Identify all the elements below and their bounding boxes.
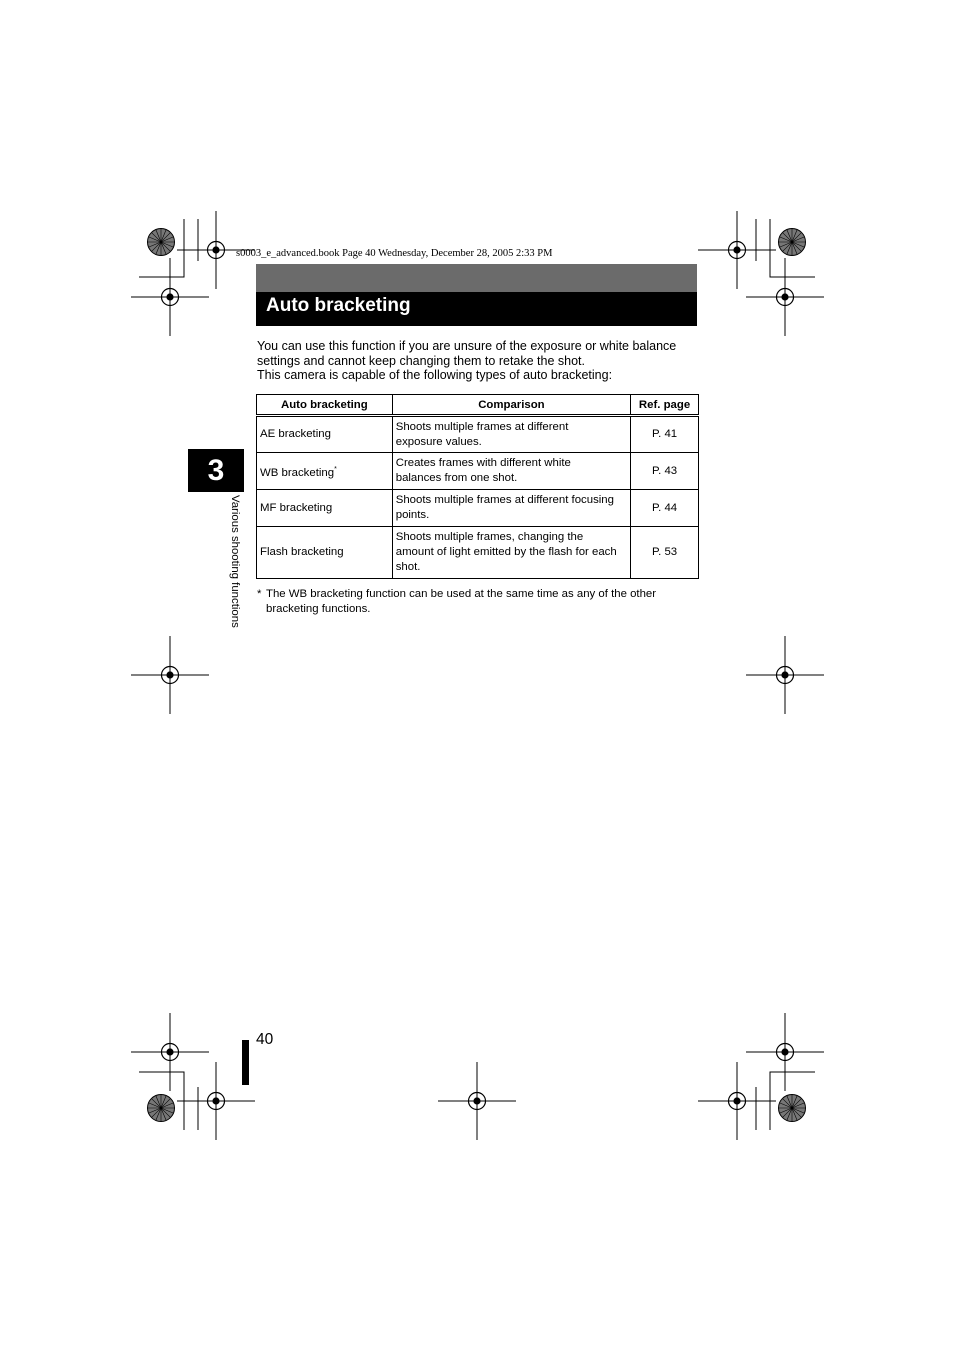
footnote-marker: *	[334, 465, 337, 473]
cell-ref-page: P. 44	[631, 490, 699, 527]
title-bar-grey	[256, 264, 697, 292]
intro-text	[257, 339, 707, 383]
cell-comparison: Creates frames with different white balances from one shot.	[392, 453, 630, 490]
cell-comparison: Shoots multiple frames, changing the amount of light emitted by the flash for each shot.	[392, 527, 630, 579]
book-header-info: s0003_e_advanced.book Page 40 Wednesday, December 28, 2005 2:33 PM	[236, 248, 553, 259]
bracketing-table	[256, 394, 699, 579]
intro-line: You can use this function if you are unsure of the exposure or white balance	[257, 339, 677, 353]
footnote	[257, 587, 702, 617]
cell-ref-page: P. 53	[631, 527, 699, 579]
section-title: Auto bracketing	[256, 292, 697, 326]
cell-type: Flash bracketing	[257, 527, 393, 579]
page-number-bar	[242, 1040, 249, 1085]
cell-ref-page: P. 41	[631, 416, 699, 453]
cell-comparison: Shoots multiple frames at different exposure values.	[392, 416, 630, 453]
cell-ref-page: P. 43	[631, 453, 699, 490]
footnote-line: The WB bracketing function can be used at the same time as any of the other	[266, 588, 657, 600]
column-header-comparison: Comparison	[392, 395, 630, 416]
table-row	[257, 490, 699, 527]
table-header-row	[257, 395, 699, 416]
table-row	[257, 527, 699, 579]
cell-comparison: Shoots multiple frames at different focusing points.	[392, 490, 630, 527]
cell-type: WB bracketing*	[257, 453, 393, 490]
chapter-number-tab: 3	[188, 449, 244, 492]
intro-line: This camera is capable of the following types of auto bracketing:	[257, 368, 613, 382]
cell-type: MF bracketing	[257, 490, 393, 527]
page-number: 40	[256, 1031, 274, 1048]
table-row	[257, 416, 699, 453]
chapter-side-label: Various shooting functions	[229, 495, 241, 628]
cell-type: AE bracketing	[257, 416, 393, 453]
column-header-type: Auto bracketing	[257, 395, 393, 416]
table-row	[257, 453, 699, 490]
column-header-ref: Ref. page	[631, 395, 699, 416]
intro-line: settings and cannot keep changing them to retake the shot.	[257, 353, 585, 368]
footnote-star: *	[257, 588, 262, 600]
footnote-line: bracketing functions.	[266, 603, 371, 615]
